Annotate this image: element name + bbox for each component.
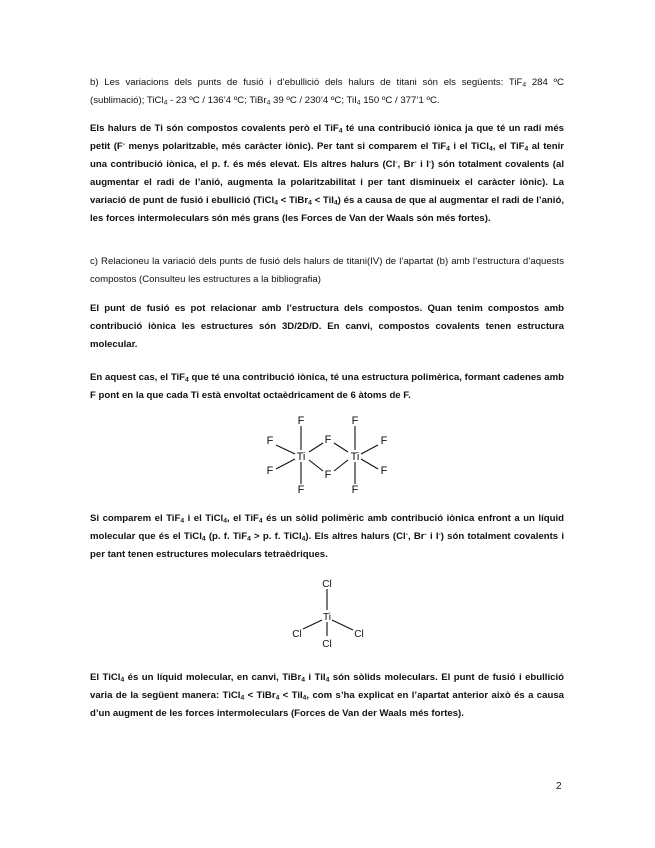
cl-atom-label: Cl (292, 629, 302, 640)
answer-c-text-3: Si comparem el TiF$_4$ i el TiCl$_4$, el TiF$_4$ és un sòlid polimèric amb contribució iònica enfront a un líquid molecular que és el TiCl$_4$ (p. f. TiF$_4$ > p. f. TiCl$_4$). Els altres halurs (Cl-, Br- i I-) són totalment covalents i per tant tenen estructures moleculars tetraèdriques. (90, 513, 565, 560)
answer-b-text: Els halurs de Ti són compostos covalents però el TiF$_4$ té una contribució iònica ja que té un radi més petit (F- menys polaritzable, més caràcter iònic). Per tant si comparem el TiF$_4$ i el TiCl$_4$, el TiF$_4$ al tenir una contribució iònica, el p. f. és més elevat. Els altres halurs (Cl-, Br- i I-) són totalment covalents (al augmentar el radi de l’anió, augmenta la polaritzabilitat i per tant disminueix el caràcter iònic). La variació de punt de fusió i ebullició (TiCl$_4$ < TiBr$_4$ < TiI$_4$) és a causa de que al augmentar el radi de l’anió, les forces intermoleculars són més grans (les Forces de Van der Waals són més fortes). (90, 123, 564, 224)
f-atom-label: F (351, 415, 359, 427)
question-c-text: c) Relacioneu la variació dels punts de fusió dels halurs de titani(IV) de l’apartat (b) amb l’estructura d’aquests compostos (Consulteu les estructures a la bibliografia) (90, 256, 564, 285)
ti-atom-label: Ti (323, 612, 331, 623)
cl-atom-label: Cl (354, 629, 364, 640)
f-atom-label: F (380, 465, 388, 477)
cl-atom-label: Cl (322, 579, 332, 590)
f-atom-label: F (297, 415, 305, 427)
answer-c-text-1: El punt de fusió es pot relacionar amb l’estructura dels compostos. Quan tenim compostos amb contribució iònica les estructures són 3D/2D/D. En canvi, compostos covalents tenen estructura molecular. (90, 303, 564, 350)
tif4-structure-diagram (250, 412, 400, 497)
page-number: 2 (556, 781, 562, 792)
ti-atom-label: Ti (296, 451, 306, 463)
f-bridge-atom-label: F (324, 434, 332, 446)
f-atom-label: F (266, 465, 274, 477)
f-atom-label: F (297, 484, 305, 496)
f-atom-label: F (380, 435, 388, 447)
f-atom-label: F (351, 484, 359, 496)
f-atom-label: F (266, 435, 274, 447)
question-b-text: b) Les variacions dels punts de fusió i d’ebullició dels halurs de titani són els següents: TiF$_4$ 284 ºC (sublimació); TiCl$_4$ - 23 ºC / 136’4 ºC; TiBr$_4$ 39 ºC / 230’4 ºC; TiI$_4$ 150 ºC / 377’1 ºC. (90, 77, 564, 107)
f-bridge-atom-label: F (324, 469, 332, 481)
answer-c-text-4: El TiCl$_4$ és un líquid molecular, en canvi, TiBr$_4$ i TiI$_4$ són sòlids moleculars. El punt de fusió i ebullició varia de la següent manera: TiCl$_4$ < TiBr$_4$ < TiI$_4$, com s’ha explicat en l’apartat anterior això és a causa d’un augment de les forces intermoleculars (Forces de Van der Waals més fortes). (90, 672, 565, 719)
ti-atom-label: Ti (350, 451, 360, 463)
ticl4-structure-diagram (287, 577, 367, 652)
cl-atom-label: Cl (322, 639, 332, 650)
answer-c-text-2: En aquest cas, el TiF$_4$ que té una contribució iònica, té una estructura polimèrica, formant cadenes amb F pont en la que cada Ti està envoltat octaèdricament de 6 àtoms de F. (90, 372, 564, 401)
